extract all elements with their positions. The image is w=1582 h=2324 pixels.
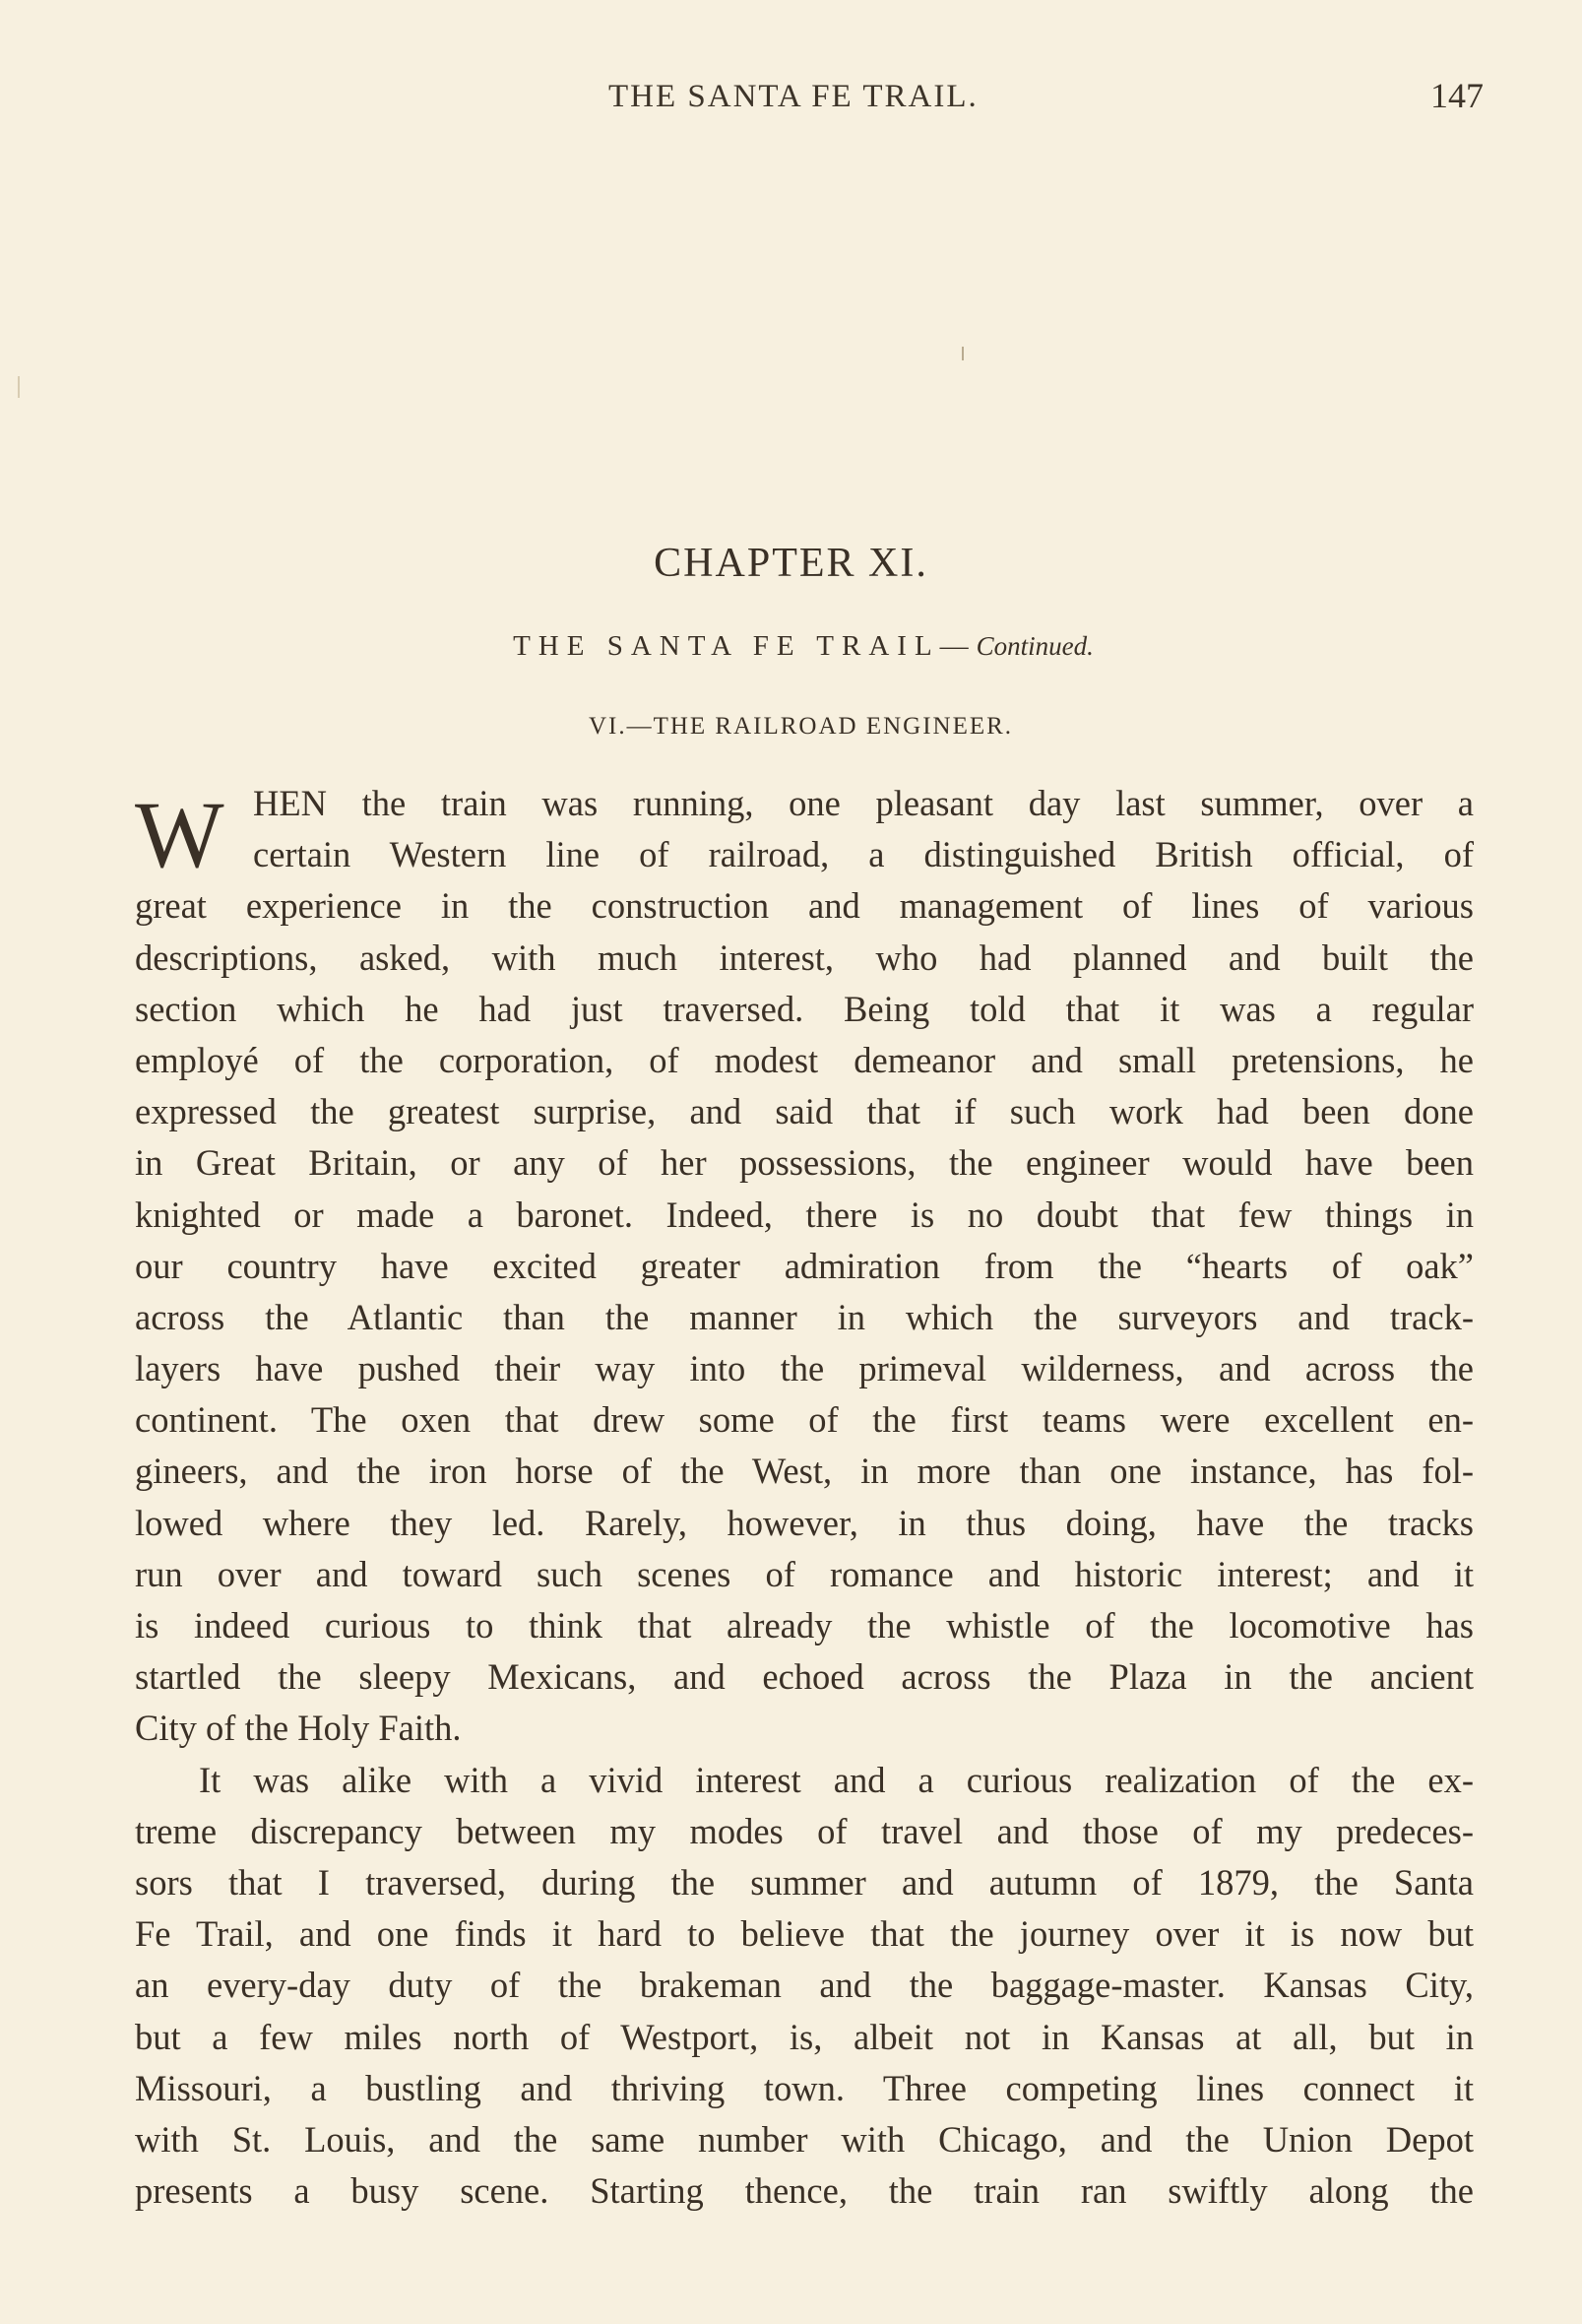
text-line: City of the Holy Faith. bbox=[135, 1708, 462, 1749]
text-line: run over and toward such scenes of romance and historic interest; and it bbox=[135, 1553, 1474, 1594]
text-line: gineers, and the iron horse of the West, in more than one instance, has fol- bbox=[135, 1451, 1474, 1492]
body-text bbox=[135, 778, 1474, 2217]
text-line: startled the sleepy Mexicans, and echoed across the Plaza in the ancient bbox=[135, 1656, 1474, 1698]
text-line: is indeed curious to think that already the whistle of the locomotive has bbox=[135, 1605, 1474, 1646]
page-number: 147 bbox=[1430, 76, 1484, 115]
running-head: THE SANTA FE TRAIL. bbox=[608, 79, 979, 114]
text-line: treme discrepancy between my modes of travel and those of my predeces- bbox=[135, 1810, 1474, 1851]
text-line: descriptions, asked, with much interest, who had planned and built the bbox=[135, 936, 1474, 978]
text-line: presents a busy scene. Starting thence, the train ran swiftly along the bbox=[135, 2170, 1474, 2212]
text-line: It was alike with a vivid interest and a curious realization of the ex- bbox=[199, 1759, 1474, 1800]
text-line: expressed the greatest surprise, and said that if such work had been done bbox=[135, 1091, 1474, 1132]
paragraph-2 bbox=[135, 1755, 1474, 2218]
subtitle-text: THE SANTA FE TRAIL— bbox=[513, 630, 977, 662]
text-line: but a few miles north of Westport, is, albeit not in Kansas at all, but in bbox=[135, 2016, 1474, 2057]
text-line: an every-day duty of the brakeman and the baggage-master. Kansas City, bbox=[135, 1965, 1474, 2006]
text-line: certain Western line of railroad, a distinguished British official, of bbox=[253, 834, 1474, 875]
text-line: HEN the train was running, one pleasant day last summer, over a bbox=[253, 783, 1474, 823]
margin-speck bbox=[18, 376, 20, 398]
text-line: great experience in the construction and management of lines of various bbox=[135, 885, 1474, 927]
text-line: layers have pushed their way into the primeval wilderness, and across the bbox=[135, 1348, 1474, 1389]
text-line: with St. Louis, and the same number with Chicago, and the Union Depot bbox=[135, 2118, 1474, 2160]
text-line: sors that I traversed, during the summer and autumn of 1879, the Santa bbox=[135, 1861, 1474, 1903]
margin-speck bbox=[962, 347, 964, 360]
subtitle-continued: Continued. bbox=[976, 631, 1094, 661]
text-line: lowed where they led. Rarely, however, in thus doing, have the tracks bbox=[135, 1502, 1474, 1543]
text-line: across the Atlantic than the manner in which the surveyors and track- bbox=[135, 1296, 1474, 1337]
text-line: employé of the corporation, of modest demeanor and small pretensions, he bbox=[135, 1039, 1474, 1080]
drop-cap: W bbox=[135, 782, 224, 887]
text-line: our country have excited greater admiration from the “hearts of oak” bbox=[135, 1245, 1474, 1286]
text-line: section which he had just traversed. Being told that it was a regular bbox=[135, 988, 1474, 1029]
text-line: in Great Britain, or any of her possessions, the engineer would have been bbox=[135, 1142, 1474, 1184]
chapter-title: CHAPTER XI. bbox=[654, 541, 928, 586]
paragraph-1 bbox=[135, 778, 1474, 1755]
text-line: Missouri, a bustling and thriving town. Three competing lines connect it bbox=[135, 2067, 1474, 2108]
text-line: continent. The oxen that drew some of the first teams were excellent en- bbox=[135, 1399, 1474, 1441]
chapter-subtitle bbox=[0, 630, 1582, 663]
text-line: knighted or made a baronet. Indeed, there is no doubt that few things in bbox=[135, 1194, 1474, 1235]
text-line: Fe Trail, and one finds it hard to believe that the journey over it is now but bbox=[135, 1913, 1474, 1955]
section-heading: VI.—THE RAILROAD ENGINEER. bbox=[588, 713, 1014, 740]
